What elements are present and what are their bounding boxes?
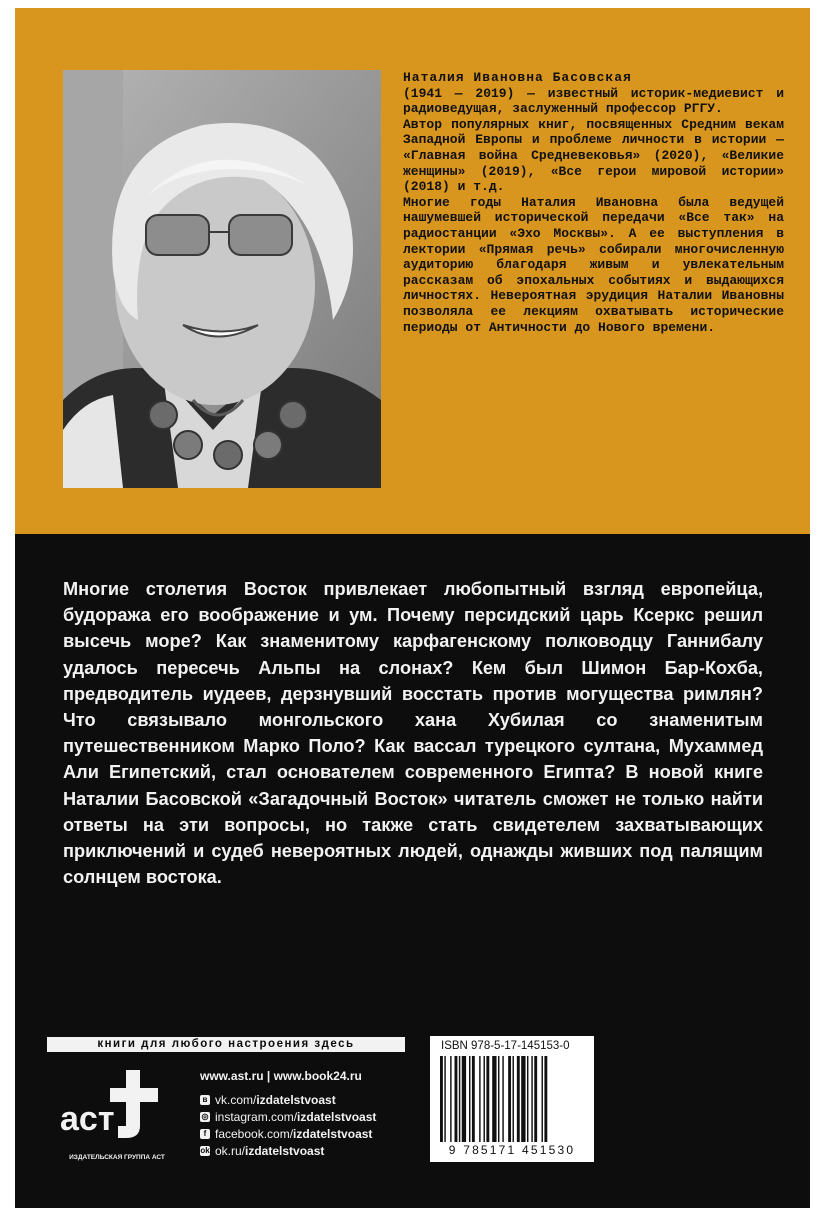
book-description (63, 576, 763, 890)
barcode-bar (450, 1056, 451, 1142)
barcode-bar (498, 1056, 499, 1142)
barcode-bar (472, 1056, 475, 1142)
description-text: Многие столетия Восток привлекает любопытный взгляд европейца, будоража его воображение и ум. Почему персидский царь Ксеркс решил высечь море? Как знаменитому карфагенскому полководцу Ганнибалу удалось пересечь Альпы на слонах? Кем был Шимон Бар-Кохба, предводитель иудеев, дерзнувший восстать против могущества римлян? Что связывало монгольского хана Хубилая со знаменитым путешественником Марко Поло? Как вассал турецкого султана, Мухаммед Али Египетский, стал основателем современного Египта? В новой книге Наталии Басовской «Загадочный Восток» читатель сможет не только найти ответы на эти вопросы, но также стать свидетелем захватывающих приключений и судеб невероятных людей, однажды живших под палящим солнцем востока. (63, 579, 763, 888)
vk-icon: в (200, 1095, 210, 1105)
social-link-prefix: facebook.com/ (215, 1126, 294, 1141)
publisher-websites[interactable]: www.ast.ru | www.book24.ru (200, 1069, 362, 1083)
barcode-bar (531, 1056, 532, 1142)
social-link-vk[interactable] (200, 1091, 440, 1108)
barcode-bar (479, 1056, 480, 1142)
social-link-handle: izdatelstvoast (256, 1092, 336, 1107)
author-photo (63, 70, 381, 488)
barcode-bar (544, 1056, 547, 1142)
bio-paragraph: (1941 — 2019) — известный историк-медиевист и радиоведущая, заслуженный профессор РГГУ. (403, 85, 784, 117)
social-link-odnoklassniki[interactable] (200, 1142, 440, 1159)
barcode-bar (508, 1056, 511, 1142)
social-link-prefix: instagram.com/ (215, 1109, 298, 1124)
instagram-icon: ◎ (201, 1112, 209, 1121)
barcode-bar (513, 1056, 514, 1142)
facebook-icon: f (200, 1129, 210, 1139)
barcode-bar (534, 1056, 537, 1142)
book-back-cover (15, 8, 810, 1208)
ast-logo (56, 1064, 166, 1144)
barcode-bar (459, 1056, 460, 1142)
barcode-bar (492, 1056, 496, 1142)
social-links (200, 1091, 440, 1159)
barcode-bar (521, 1056, 525, 1142)
barcode-bar (462, 1056, 466, 1142)
ast-logo-mark (56, 1064, 166, 1144)
isbn-number: ISBN 978-5-17-145153-0 (441, 1040, 570, 1052)
barcode-bar (455, 1056, 458, 1142)
bio-paragraph: Автор популярных книг, посвященных Средним векам Западной Европы и проблеме личности в истории — «Главная война Средневековья» (2020), «Великие женщины» (2019), «Все герои мировой истории» (2018) и т.д. (403, 116, 784, 195)
author-name: Наталия Ивановна Басовская (403, 70, 632, 85)
social-link-handle: izdatelstvoast (245, 1143, 325, 1158)
social-link-handle: izdatelstvoast (293, 1126, 373, 1141)
barcode-bar (469, 1056, 470, 1142)
author-panel (15, 8, 810, 534)
logo-text: аст (60, 1100, 115, 1138)
social-link-prefix: vk.com/ (215, 1092, 257, 1107)
publisher-imprint: ИЗДАТЕЛЬСКАЯ ГРУППА АСТ (69, 1154, 165, 1161)
barcode-bar (527, 1056, 528, 1142)
barcode-digits: 9 785171 451530 (448, 1143, 576, 1157)
tagline-banner: книги для любого настроения здесь (47, 1037, 405, 1052)
barcode-bar (484, 1056, 485, 1142)
social-link-instagram[interactable] (200, 1108, 440, 1125)
social-link-prefix: ok.ru/ (215, 1143, 246, 1158)
barcode-bar (444, 1056, 445, 1142)
barcode-bar (517, 1056, 520, 1142)
barcode-bar (542, 1056, 543, 1142)
author-portrait-image (63, 70, 381, 488)
social-link-facebook[interactable] (200, 1125, 440, 1142)
author-bio (403, 70, 784, 335)
barcode-bar (486, 1056, 489, 1142)
social-link-handle: izdatelstvoast (297, 1109, 377, 1124)
bio-paragraph: Многие годы Наталия Ивановна была ведущей нашумевшей исторической передачи «Все так» на радиостанции «Эхо Москвы». А ее выступления в лектории «Прямая речь» собирали многочисленную аудиторию благодаря живым и увлекательным рассказам об эпохальных событиях и выдающихся личностях. Невероятная эрудиция Наталии Ивановны позволяла ее лекциям охватывать исторические периоды от Античности до Нового времени. (403, 194, 784, 335)
barcode-bar (440, 1056, 443, 1142)
barcode-bar (502, 1056, 503, 1142)
odnoklassniki-icon: ok (200, 1146, 210, 1155)
